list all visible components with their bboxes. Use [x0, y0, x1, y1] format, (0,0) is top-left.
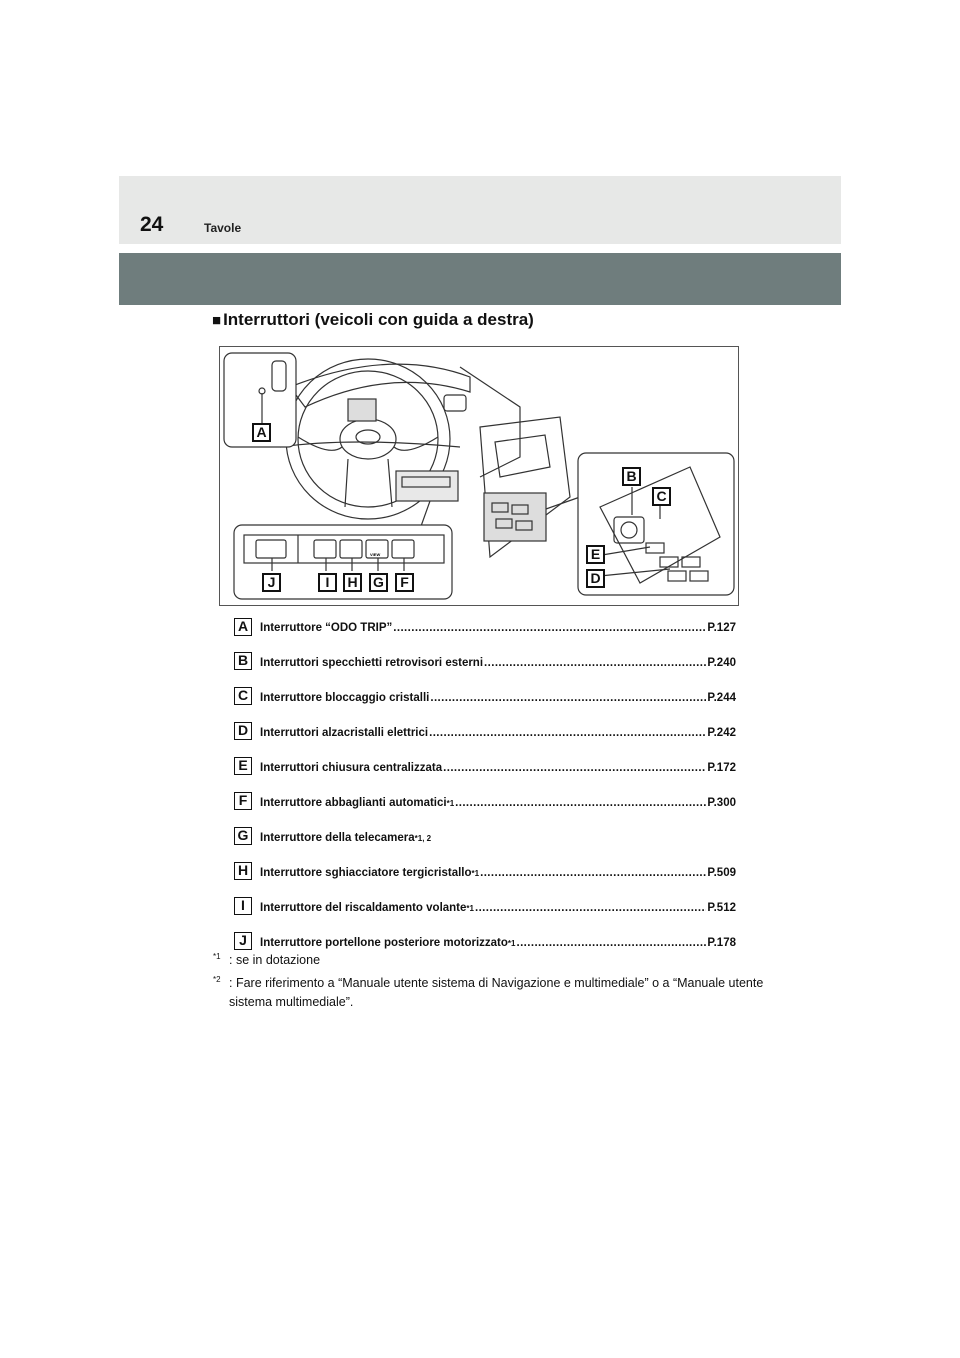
heading-marker: ■: [212, 312, 222, 329]
item-page: P.127: [707, 622, 736, 634]
item-label: Interruttore abbaglianti automatici: [260, 797, 447, 809]
callout-b: B: [622, 467, 641, 486]
item-label: Interruttori specchietti retrovisori esterni: [260, 657, 484, 669]
item-page: P.178: [707, 937, 736, 949]
item-g: Interruttore della telecamera *1, 2: [260, 832, 432, 844]
item-c: [260, 692, 736, 704]
section-heading: [212, 310, 534, 330]
footnote-2: [213, 974, 764, 1009]
item-letter-c: C: [234, 687, 252, 705]
footnote-text: : se in dotazione: [229, 953, 321, 967]
item-page: P.242: [707, 727, 736, 739]
callout-d: D: [586, 569, 605, 588]
callout-j: J: [262, 573, 281, 592]
item-label: Interruttori chiusura centralizzata: [260, 762, 443, 774]
footnote-mark: *1: [213, 952, 221, 961]
item-letter-i: I: [234, 897, 252, 915]
item-b: [260, 657, 736, 669]
item-e: [260, 762, 736, 774]
callout-a: A: [252, 423, 271, 442]
item-letter-b: B: [234, 652, 252, 670]
item-page: P.240: [707, 657, 736, 669]
item-letter-j: J: [234, 932, 252, 950]
item-letter-h: H: [234, 862, 252, 880]
footnote-1: [213, 951, 321, 970]
item-j: Interruttore portellone posteriore motorizzato *1 ..... P.178: [260, 937, 736, 949]
item-letter-e: E: [234, 757, 252, 775]
callout-e: E: [586, 545, 605, 564]
item-letter-a: A: [234, 618, 252, 636]
callout-c: C: [652, 487, 671, 506]
callout-h: H: [343, 573, 362, 592]
dashboard-drawing: [220, 347, 740, 607]
callout-f: F: [395, 573, 414, 592]
item-page: P.300: [707, 797, 736, 809]
callout-g: G: [369, 573, 388, 592]
item-page: P.244: [707, 692, 736, 704]
item-f: Interruttore abbaglianti automatici *1 ..... P.300: [260, 797, 736, 809]
heading-text: Interruttori (veicoli con guida a destra): [223, 310, 534, 329]
view-text: VIEW: [370, 552, 381, 557]
footnote-mark: *2: [213, 975, 221, 984]
section-title: Tavole: [204, 221, 242, 235]
item-letter-g: G: [234, 827, 252, 845]
item-label: Interruttore portellone posteriore motorizzato: [260, 937, 508, 949]
callout-i: I: [318, 573, 337, 592]
item-h: Interruttore sghiacciatore tergicristallo *1 ..... P.509: [260, 867, 736, 879]
item-letter-f: F: [234, 792, 252, 810]
dashboard-illustration: [219, 346, 739, 606]
item-label: Interruttori alzacristalli elettrici: [260, 727, 429, 739]
item-label: Interruttore del riscaldamento volante: [260, 902, 467, 914]
item-a: [260, 622, 736, 634]
footnote-text: : Fare riferimento a “Manuale utente sistema di Navigazione e multimediale” o a “Manuale utente sistema multimediale”.: [229, 976, 764, 1009]
title-bar: [119, 253, 841, 305]
item-d: [260, 727, 736, 739]
page-number: 24: [140, 213, 164, 236]
item-i: Interruttore del riscaldamento volante *1 ..... P.512: [260, 902, 736, 914]
item-page: P.172: [707, 762, 736, 774]
item-page: P.509: [707, 867, 736, 879]
item-letter-d: D: [234, 722, 252, 740]
item-label: Interruttore sghiacciatore tergicristallo: [260, 867, 472, 879]
item-label: Interruttore bloccaggio cristalli: [260, 692, 430, 704]
item-label: Interruttore della telecamera: [260, 832, 415, 844]
item-page: P.512: [707, 902, 736, 914]
item-label: Interruttore “ODO TRIP”: [260, 622, 393, 634]
